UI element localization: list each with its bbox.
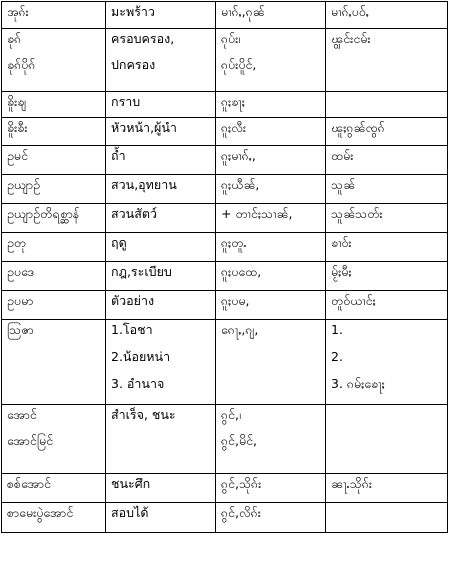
thai-word-line: ฤดู (111, 235, 127, 250)
burmese-word-line: ဩဇာ (7, 322, 34, 337)
thai-word-cell (106, 233, 216, 262)
thai-word-line: ปกครอง (111, 57, 156, 72)
old-shan-word-cell (216, 405, 326, 474)
thai-word-cell (106, 2, 216, 29)
old-shan-word-line: ၵူႈပမ, (221, 293, 250, 308)
thai-word-cell (106, 474, 216, 503)
burmese-word-cell (2, 118, 106, 146)
old-shan-word-cell (216, 204, 326, 233)
shan-word-line: ၼႃႉသိုၵ်း (331, 476, 372, 491)
burmese-word-cell (2, 29, 106, 92)
old-shan-word-line: ၵူႈပထေ, (221, 264, 262, 279)
thai-word-line: ถ้ำ (111, 148, 126, 163)
burmese-word-line: ဥပမာ (7, 293, 34, 308)
table-row (2, 291, 448, 320)
table-row (2, 204, 448, 233)
burmese-word-line: အုၵ်း (7, 4, 29, 19)
shan-word-line: 3. ၵမ်ႈၶေႃႈ (331, 376, 385, 391)
thai-word-line: ครอบครอง, (111, 31, 175, 46)
burmese-word-line: ဥယျာဥ်တိရစ္ဆာန် (7, 206, 80, 221)
table-row (2, 146, 448, 175)
burmese-word-cell (2, 405, 106, 474)
table-row (2, 2, 448, 29)
shan-word-line: တူဝ်ယၢင်ႈ (331, 293, 376, 308)
old-shan-word-line: ၵူႈမၢၵ်ႇ, (221, 148, 256, 163)
shan-word-cell (326, 29, 448, 92)
old-shan-word-cell (216, 320, 326, 405)
old-shan-word-cell (216, 262, 326, 291)
old-shan-word-line: ၵေႃႇ,ၵျ, (221, 322, 259, 337)
table-row (2, 118, 448, 146)
old-shan-word-cell (216, 175, 326, 204)
shan-word-line: ထမ်း (331, 148, 354, 163)
old-shan-word-line: မၢၵ်ႇ,ၵုၼ် (221, 4, 265, 19)
thai-word-cell (106, 204, 216, 233)
thai-word-line: สำเร็จ, ชนะ (111, 407, 176, 422)
thai-word-line: ตัวอย่าง (111, 293, 155, 308)
thai-word-cell (106, 503, 216, 533)
table-row (2, 29, 448, 92)
old-shan-word-line: + တၢင်ႈသၢၼ်, (221, 206, 293, 221)
burmese-word-cell (2, 320, 106, 405)
burmese-word-line: ဥယျာဥ် (7, 177, 41, 192)
thai-word-cell (106, 320, 216, 405)
old-shan-word-line: ၵွင်,သိုၵ်း (221, 476, 262, 491)
old-shan-word-cell (216, 503, 326, 533)
shan-word-line: ၾွင်းငမ်း (331, 31, 371, 46)
shan-word-cell (326, 474, 448, 503)
thai-word-line: 3. อำนาจ (111, 376, 165, 391)
table-row (2, 320, 448, 405)
burmese-word-line: ဥပဒေ (7, 264, 34, 279)
thai-word-cell (106, 92, 216, 118)
table-row (2, 474, 448, 503)
burmese-word-cell (2, 175, 106, 204)
old-shan-word-line: ၵွင်,၊ (221, 407, 241, 422)
table-row (2, 233, 448, 262)
thai-word-line: สวน,อุทยาน (111, 177, 177, 192)
thai-word-cell (106, 146, 216, 175)
thai-word-cell (106, 175, 216, 204)
burmese-word-line: ၶုၵ်ပိုၵ် (7, 57, 36, 72)
shan-word-cell (326, 2, 448, 29)
burmese-word-line: စစ်အောင် (7, 476, 51, 491)
shan-word-cell (326, 146, 448, 175)
thai-word-line: สอบได้ (111, 505, 149, 520)
burmese-word-line: ဥမင် (7, 148, 29, 163)
old-shan-word-cell (216, 233, 326, 262)
thai-word-line: สวนสัตว์ (111, 206, 157, 221)
thai-word-line: 1.โอชา (111, 322, 153, 337)
burmese-word-cell (2, 474, 106, 503)
shan-word-cell (326, 204, 448, 233)
shan-word-line: 1. (331, 322, 343, 337)
burmese-word-line: ၶိူးၶျ (7, 94, 27, 109)
thai-word-line: มะพร้าว (111, 4, 155, 19)
old-shan-word-cell (216, 118, 326, 146)
thai-word-line: กราบ (111, 94, 141, 109)
burmese-word-cell (2, 146, 106, 175)
burmese-word-cell (2, 204, 106, 233)
thai-word-cell (106, 29, 216, 92)
shan-word-line: မႂ်ႈမီႈ (331, 264, 352, 279)
vocabulary-table-body (2, 2, 448, 533)
old-shan-word-line: ၵွင်,လိၵ်း (221, 505, 261, 520)
burmese-word-line: ဥတု (7, 235, 27, 250)
vocabulary-table (1, 1, 448, 533)
thai-word-line: ชนะศึก (111, 476, 151, 491)
old-shan-word-cell (216, 291, 326, 320)
old-shan-word-cell (216, 2, 326, 29)
shan-word-line: ၽူႈၵွၼ်ၸွၵ် (331, 120, 385, 135)
thai-word-cell (106, 405, 216, 474)
thai-word-cell (106, 118, 216, 146)
shan-word-cell (326, 405, 448, 474)
table-row (2, 175, 448, 204)
shan-word-line: မၢၵ်ႇပဝ်ႇ (331, 4, 369, 19)
shan-word-cell (326, 320, 448, 405)
shan-word-cell (326, 233, 448, 262)
old-shan-word-cell (216, 29, 326, 92)
shan-word-cell (326, 118, 448, 146)
old-shan-word-line: ၵူႈယီၼ်, (221, 177, 260, 192)
shan-word-line: ၶၢဝ်း (331, 235, 352, 250)
burmese-word-cell (2, 503, 106, 533)
shan-word-line: သူၼ်သတ်း (331, 206, 383, 221)
shan-word-cell (326, 92, 448, 118)
thai-word-cell (106, 291, 216, 320)
thai-word-line: 2.น้อยหน่า (111, 349, 171, 364)
old-shan-word-line: ၵုပ်းပိူင်, (221, 57, 257, 72)
old-shan-word-line: ၵူႈလီး (221, 120, 247, 135)
old-shan-word-cell (216, 146, 326, 175)
table-row (2, 92, 448, 118)
shan-word-cell (326, 503, 448, 533)
shan-word-cell (326, 262, 448, 291)
old-shan-word-line: ၵွင်,မိင်, (221, 433, 257, 448)
shan-word-cell (326, 291, 448, 320)
shan-word-cell (326, 175, 448, 204)
thai-word-line: กฎ,ระเบียบ (111, 264, 172, 279)
table-row (2, 503, 448, 533)
shan-word-line: သူၼ် (331, 177, 356, 192)
old-shan-word-line: ၵူႈၶႃႈ (221, 94, 245, 109)
old-shan-word-cell (216, 92, 326, 118)
burmese-word-cell (2, 291, 106, 320)
burmese-word-line: စာမေးပွဲအောင် (7, 505, 74, 520)
burmese-word-line: အောင် (7, 407, 37, 422)
old-shan-word-cell (216, 474, 326, 503)
shan-word-line: 2. (331, 349, 343, 364)
old-shan-word-line: ၵုပ်း၊ (221, 31, 241, 46)
burmese-word-line: ၶိူးၶီး (7, 120, 28, 135)
table-row (2, 405, 448, 474)
burmese-word-line: ၶုၵ် (7, 31, 22, 46)
old-shan-word-line: ၵူႈတူႉ (221, 235, 247, 250)
burmese-word-cell (2, 262, 106, 291)
burmese-word-cell (2, 92, 106, 118)
burmese-word-cell (2, 233, 106, 262)
thai-word-line: หัวหน้า,ผู้นำ (111, 120, 177, 135)
burmese-word-cell (2, 2, 106, 29)
thai-word-cell (106, 262, 216, 291)
table-row (2, 262, 448, 291)
burmese-word-line: အောင်မြင် (7, 433, 54, 448)
